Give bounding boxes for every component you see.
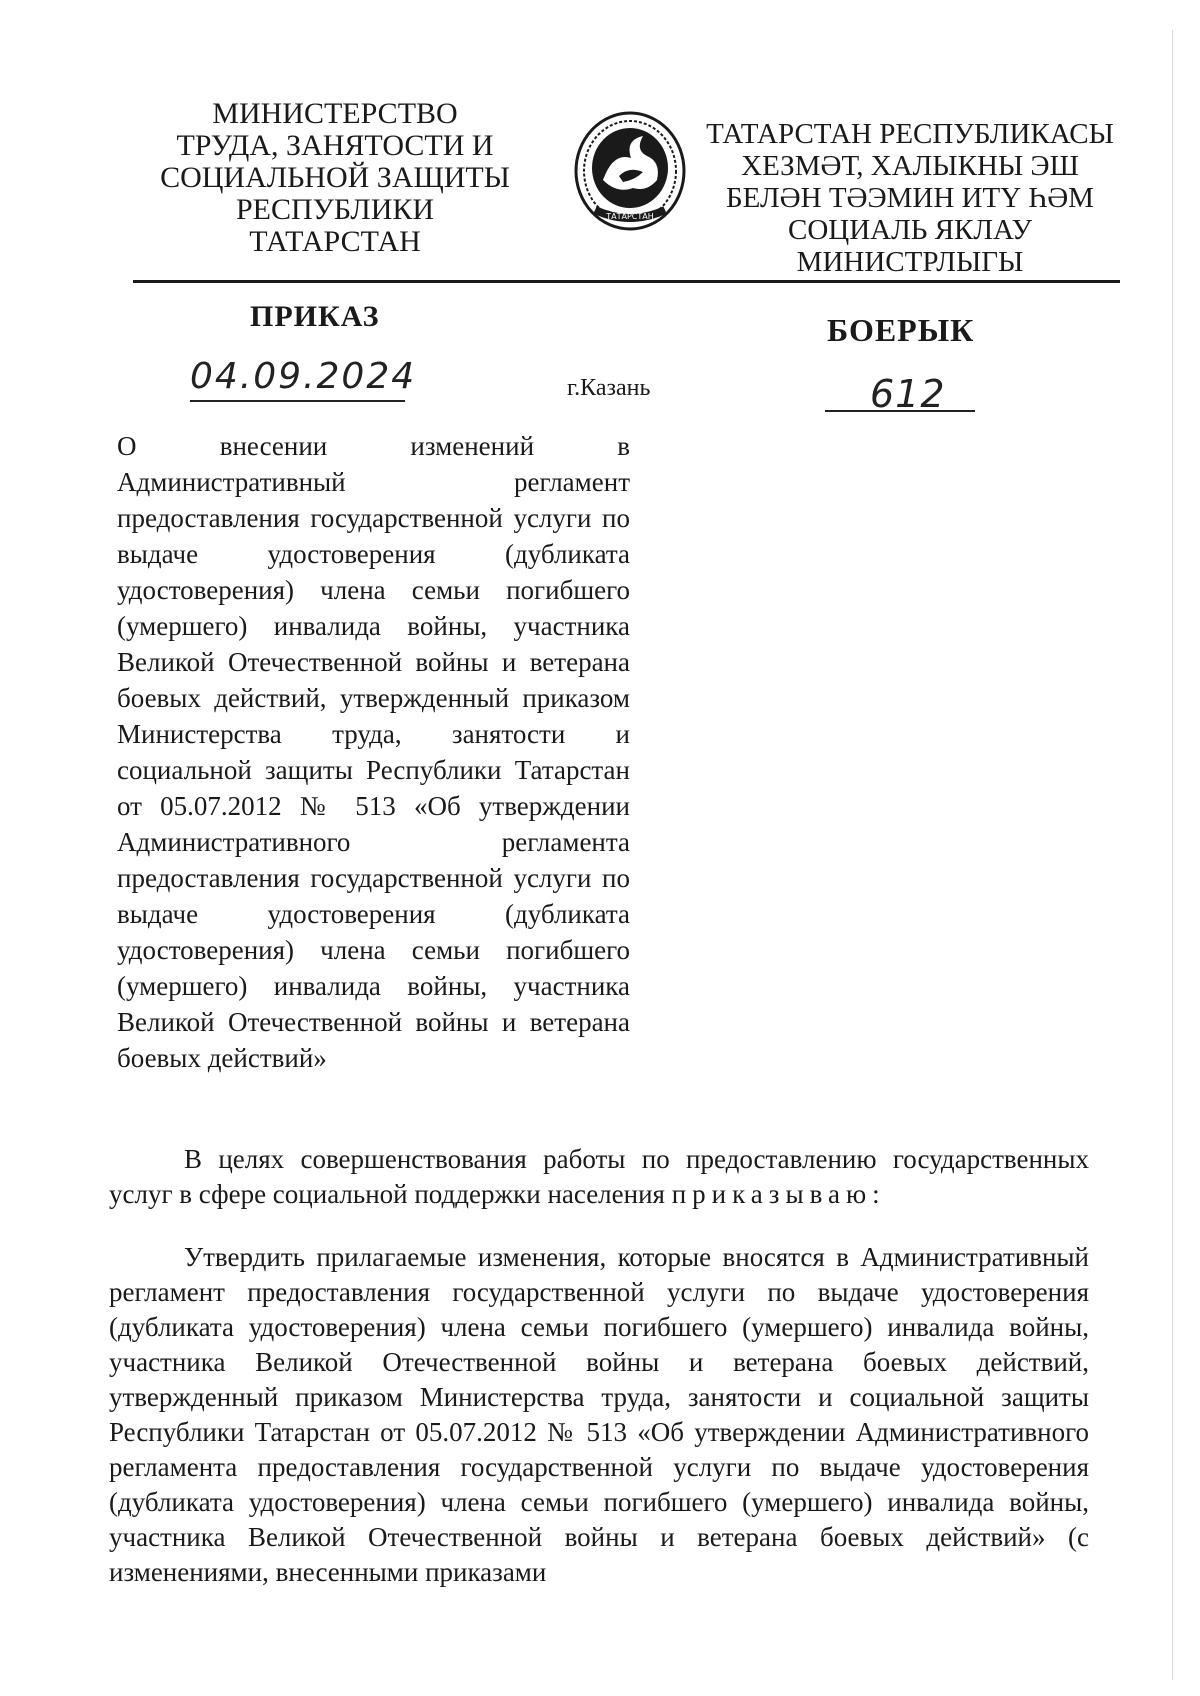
ministry-tt-line: ТАТАРСТАН РЕСПУБЛИКАСЫ — [706, 118, 1114, 150]
ministry-tt-line: СОЦИАЛЬ ЯКЛАУ — [788, 214, 1032, 246]
city: г.Казань — [567, 375, 651, 401]
ministry-ru-line: МИНИСТЕРСТВО — [212, 97, 458, 130]
date-underline — [190, 400, 405, 402]
ministry-ru-line: СОЦИАЛЬНОЙ ЗАЩИТЫ — [160, 161, 510, 194]
ministry-ru-line: ТРУДА, ЗАНЯТОСТИ И — [176, 129, 494, 162]
ministry-name-ru — [160, 98, 510, 258]
ministry-tt-line: БЕЛӘН ТӘЭМИН ИТҮ ҺӘМ — [726, 182, 1094, 214]
document-title: О внесении изменений в Административный регламент предоставления государственной услуги по выдаче удостоверения (дубликата удостоверения) члена семьи погибшего (умершего) инвалида войны, участника Великой Отечественной войны и ветерана боевых действий, утвержденный приказом Министерства труда, занятости и социальной защиты Республики Татарстан от 05.07.2012 № 513 «Об утверждении Административного регламента предоставления государственной услуги по выдаче удостоверения (дубликата удостоверения) члена семьи погибшего (умершего) инвалида войны, участника Великой Отечественной войны и ветерана боевых действий» — [117, 431, 630, 1073]
number-underline — [825, 410, 975, 412]
ministry-name-tt — [700, 118, 1120, 278]
ministry-tt-line: МИНИСТРЛЫГЫ — [796, 246, 1024, 278]
emblem-label: ТАТАРСТАН — [606, 212, 654, 221]
preamble-text: В целях совершенствования работы по предоставлению государственных услуг в сфере социальной поддержки населения — [109, 1144, 1089, 1209]
doc-type-ru: ПРИКАЗ — [250, 300, 380, 333]
doc-type-tt: БОЕРЫК — [827, 312, 975, 348]
ministry-ru-line: РЕСПУБЛИКИ — [235, 193, 435, 226]
ministry-tt-line: ХЕЗМӘТ, ХАЛЫКНЫ ЭШ — [741, 150, 1079, 182]
tatarstan-emblem-icon — [573, 110, 687, 232]
header-divider — [133, 280, 1120, 283]
ministry-ru-line: ТАТАРСТАН — [249, 225, 421, 258]
preamble-paragraph — [109, 1142, 1089, 1212]
preamble-order-word: приказываю: — [671, 1179, 886, 1209]
handwritten-date: 04.09.2024 — [190, 356, 417, 397]
order-paragraph: Утвердить прилагаемые изменения, которые вносятся в Административный регламент предоставления государственной услуги по выдаче удостоверения (дубликата удостоверения) члена семьи погибшего (умершего) инвалида войны, участника Великой Отечественной войны и ветерана боевых действий, утвержденный приказом Министерства труда, занятости и социальной защиты Республики Татарстан от 05.07.2012 № 513 «Об утверждении Административного регламента предоставления государственной услуги по выдаче удостоверения (дубликата удостоверения) члена семьи погибшего (умершего) инвалида войны, участника Великой Отечественной войны и ветерана боевых действий» (с изменениями, внесенными приказами — [109, 1242, 1089, 1587]
scan-margin-line — [1172, 30, 1173, 1680]
handwritten-number: 612 — [870, 372, 946, 416]
